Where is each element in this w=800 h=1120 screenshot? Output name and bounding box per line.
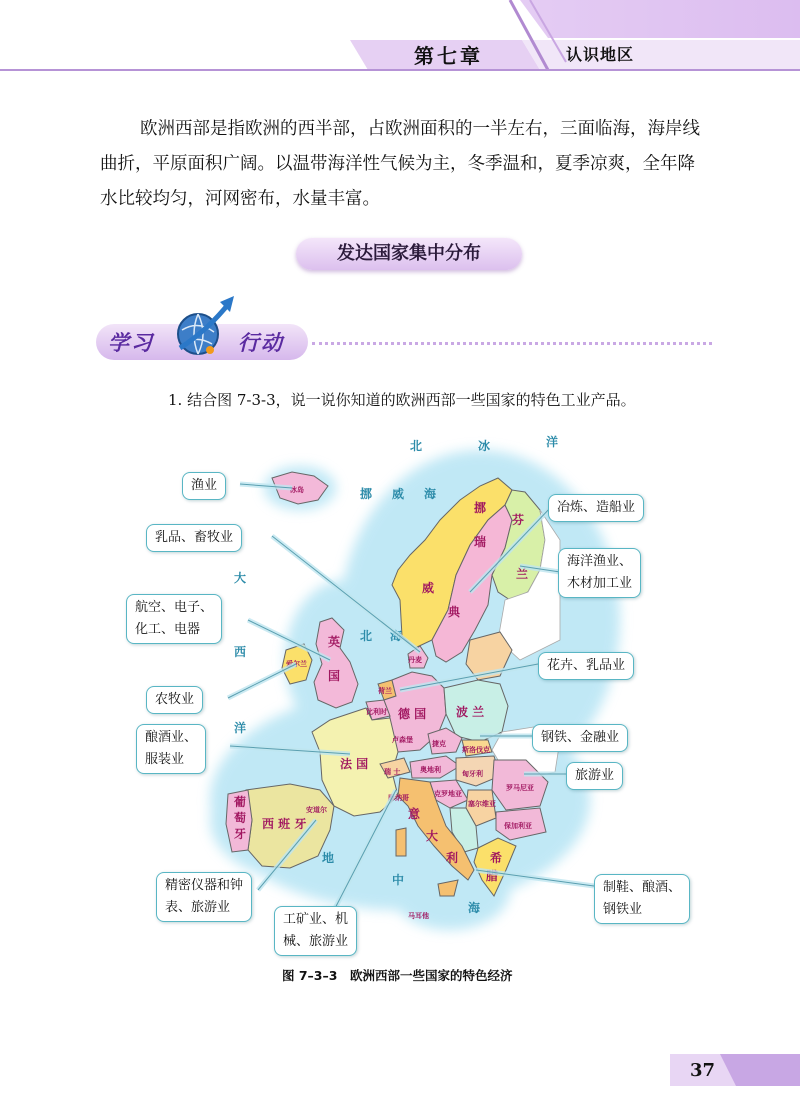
label-spain: 西 班 牙	[262, 817, 307, 831]
label-norway-1: 挪	[474, 501, 487, 515]
sea-med-3: 海	[468, 901, 481, 915]
callout-flowers: 花卉、乳品业	[538, 652, 634, 680]
page-number-tab	[660, 1050, 800, 1090]
label-belgium: 比利时	[366, 708, 387, 716]
sea-atlantic-3: 洋	[234, 721, 247, 735]
callout-tourism: 旅游业	[566, 762, 623, 790]
callout-shoes: 制鞋、酿酒、 钢铁业	[594, 874, 690, 924]
chapter-name: 认识地区	[566, 45, 635, 64]
label-uk-2: 国	[328, 669, 341, 683]
label-uk-1: 英	[328, 635, 341, 649]
callout-wine: 酿酒业、 服装业	[136, 724, 206, 774]
callout-dairy: 乳品、畜牧业	[146, 524, 242, 552]
sea-atlantic-1: 大	[234, 571, 247, 585]
label-bulgaria: 保加利亚	[504, 822, 532, 830]
label-italy-3: 利	[446, 851, 459, 865]
figure-caption: 图 7–3–3 欧洲西部一些国家的特色经济	[282, 968, 513, 983]
label-poland: 波 兰	[456, 705, 485, 719]
callout-aviation: 航空、电子、 化工、电器	[126, 594, 222, 644]
label-monaco: 摩纳哥	[388, 794, 409, 802]
paragraph-line: 水比较均匀，河网密布，水量丰富。	[100, 189, 380, 209]
label-ireland: 爱尔兰	[286, 660, 307, 668]
callout-agriculture: 农牧业	[146, 686, 203, 714]
sea-arctic-1: 北	[410, 439, 423, 453]
sea-atlantic-2: 西	[234, 645, 247, 659]
sea-north-2: 海	[390, 629, 403, 643]
callout-fishery: 渔业	[182, 472, 226, 500]
label-sweden-2: 典	[448, 605, 461, 619]
callout-mining: 工矿业、机 械、旅游业	[274, 906, 357, 956]
label-czech: 捷克	[432, 740, 446, 748]
label-greece-2: 腊	[486, 869, 499, 883]
chapter-number: 第七章	[414, 44, 483, 68]
section-title: 发达国家集中分布	[296, 238, 522, 270]
sea-norwegian-3: 海	[424, 487, 437, 501]
sea-arctic-2: 冰	[478, 439, 491, 453]
label-portugal-1: 葡	[234, 795, 247, 809]
country-sardinia	[396, 828, 406, 856]
label-sweden-1: 瑞	[474, 535, 487, 549]
question-1: 1. 结合图 7-3-3，说一说你知道的欧洲西部一些国家的特色工业产品。	[168, 391, 636, 409]
sea-arctic-3: 洋	[546, 435, 559, 449]
label-croatia: 克罗地亚	[434, 790, 462, 798]
label-italy-2: 大	[426, 829, 439, 843]
label-slovakia: 斯洛伐克	[462, 746, 490, 754]
label-luxembourg: 卢森堡	[392, 736, 413, 744]
sea-med-1: 地	[322, 851, 335, 865]
label-greece-1: 希	[490, 851, 503, 865]
sea-norwegian-1: 挪	[360, 487, 373, 501]
paragraph-line: 曲折，平原面积广阔。以温带海洋性气候为主，冬季温和，夏季凉爽，全年降	[100, 154, 695, 174]
label-germany: 德 国	[398, 707, 427, 721]
page-number: 37	[690, 1060, 716, 1081]
label-andorra: 安道尔	[306, 806, 327, 814]
label-portugal-2: 萄	[234, 811, 247, 825]
label-malta: 马耳他	[408, 912, 429, 920]
callout-steel-finance: 钢铁、金融业	[532, 724, 628, 752]
label-hungary: 匈牙利	[462, 770, 483, 778]
callout-smelting: 冶炼、造船业	[548, 494, 644, 522]
sea-med-2: 中	[392, 873, 405, 887]
label-italy-1: 意	[408, 807, 421, 821]
label-finland-2: 兰	[516, 567, 529, 581]
activity-heading-part2: 行动	[238, 331, 284, 355]
label-finland-1: 芬	[512, 513, 525, 527]
label-serbia: 塞尔维亚	[468, 800, 496, 808]
callout-fishing-timber: 海洋渔业、 木材加工业	[558, 548, 641, 598]
activity-heading-part1: 学习	[108, 331, 154, 355]
label-iceland: 冰岛	[290, 486, 304, 494]
sea-norwegian-2: 威	[392, 487, 405, 501]
paragraph-line: 欧洲西部是指欧洲的西半部，占欧洲面积的一半左右，三面临海，海岸线	[140, 119, 700, 139]
label-portugal-3: 牙	[234, 827, 247, 841]
label-france: 法 国	[340, 757, 369, 771]
label-norway-2: 威	[422, 581, 435, 595]
sea-north-1: 北	[360, 629, 373, 643]
label-netherlands: 荷兰	[378, 687, 392, 695]
callout-precision: 精密仪器和钟 表、旅游业	[156, 872, 252, 922]
label-romania: 罗马尼亚	[506, 784, 534, 792]
label-switzerland: 瑞 士	[384, 768, 401, 776]
label-austria: 奥地利	[420, 766, 441, 774]
label-denmark: 丹麦	[408, 656, 422, 664]
